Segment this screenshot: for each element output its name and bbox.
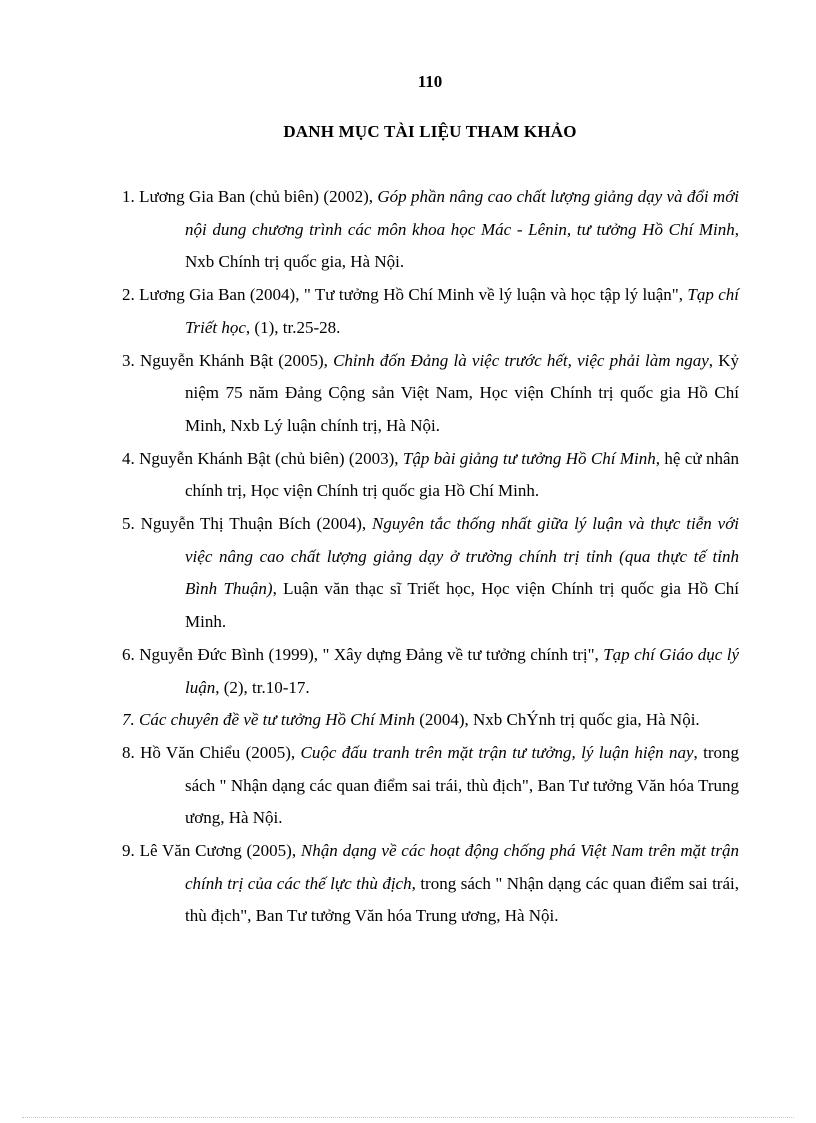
page-number: 110: [417, 72, 443, 91]
reference-title: Nhận dạng về các hoạt động chống phá Việt Nam trên mặt trận chính trị của các thế lực thù địch: [185, 841, 740, 893]
reference-title: Góp phần nâng cao chất lượng giảng dạy và đổi mới nội dung chương trình các môn khoa học Mác - Lênin, tư tưởng Hồ Chí Minh: [185, 187, 739, 239]
reference-title: Tạp chí Giáo dục lý luận: [185, 644, 740, 697]
reference-text: , Kỷ niệm 75 năm Đảng Cộng sản Việt Nam, Học viện Chính trị quốc gia Hồ Chí Minh, Nxb Lý luận chính trị, Hà Nội.: [185, 350, 740, 435]
reference-text: , trong sách " Nhận dạng các quan điểm sai trái, thù địch", Ban Tư tưởng Văn hóa Trung ương, Hà Nội.: [185, 742, 739, 828]
reference-item: [122, 345, 739, 443]
reference-item: [122, 279, 739, 344]
reference-text: (2004), Nxb ChÝnh trị quốc gia, Hà Nội.: [414, 710, 700, 730]
reference-item: [122, 181, 739, 279]
reference-item: [122, 835, 739, 933]
reference-item: [122, 737, 739, 835]
reference-number: 7.: [122, 710, 139, 730]
reference-text: Nguyễn Khánh Bật (2005),: [139, 350, 334, 370]
reference-text: Nguyễn Khánh Bật (chủ biên) (2003),: [139, 448, 403, 468]
reference-text: Lương Gia Ban (chủ biên) (2002),: [139, 187, 378, 206]
reference-number: 6.: [122, 644, 140, 664]
reference-number: 9.: [122, 841, 140, 861]
reference-title: Tạp chí Triết học: [185, 285, 739, 337]
reference-text: , (1), tr.25-28.: [245, 317, 341, 337]
page-divider: [22, 1117, 794, 1118]
reference-item: [122, 639, 739, 704]
reference-text: , Luận văn thạc sĩ Triết học, Học viện Chính trị quốc gia Hồ Chí Minh.: [185, 579, 739, 632]
reference-title: Chỉnh đốn Đảng là việc trước hết, việc phải làm ngay: [333, 350, 709, 370]
reference-item: [122, 508, 739, 639]
reference-text: Nguyễn Thị Thuận Bích (2004),: [140, 514, 373, 534]
reference-number: 5.: [122, 514, 141, 534]
reference-item: [122, 443, 739, 508]
reference-list: [122, 181, 739, 933]
reference-text: Hồ Văn Chiểu (2005),: [140, 742, 301, 762]
reference-number: 3.: [122, 350, 140, 370]
reference-title: Các chuyên đề về tư tưởng Hồ Chí Minh: [139, 710, 415, 730]
reference-number: 4.: [122, 448, 140, 468]
reference-text: , trong sách " Nhận dạng các quan điểm sai trái, thù địch", Ban Tư tưởng Văn hóa Trung ương, Hà Nội.: [185, 873, 739, 926]
reference-item: [122, 704, 739, 737]
reference-text: Nguyễn Đức Bình (1999), " Xây dựng Đảng về tư tưởng chính trị",: [139, 644, 604, 664]
reference-title: Tập bài giảng tư tưởng Hồ Chí Minh: [402, 448, 656, 468]
reference-number: 8.: [122, 742, 141, 762]
page-title: DANH MỤC TÀI LIỆU THAM KHẢO: [283, 122, 577, 141]
reference-text: Lê Văn Cương (2005),: [139, 841, 301, 861]
reference-text: , Nxb Chính trị quốc gia, Hà Nội.: [185, 219, 739, 272]
reference-title: Cuộc đấu tranh trên mặt trận tư tưởng, lý luận hiện nay: [300, 742, 694, 762]
reference-title: Nguyên tắc thống nhất giữa lý luận và thực tiễn với việc nâng cao chất lượng giảng dạy ở trường chính trị tỉnh (qua thực tế tỉnh Bình Thuận): [185, 514, 739, 599]
reference-text: Lương Gia Ban (2004), " Tư tưởng Hồ Chí Minh về lý luận và học tập lý luận",: [139, 285, 688, 305]
reference-number: 2.: [122, 285, 140, 305]
reference-number: 1.: [122, 187, 140, 206]
reference-text: , (2), tr.10-17.: [215, 677, 310, 697]
reference-text: , hệ cử nhân chính trị, Học viện Chính trị quốc gia Hồ Chí Minh.: [185, 448, 739, 501]
